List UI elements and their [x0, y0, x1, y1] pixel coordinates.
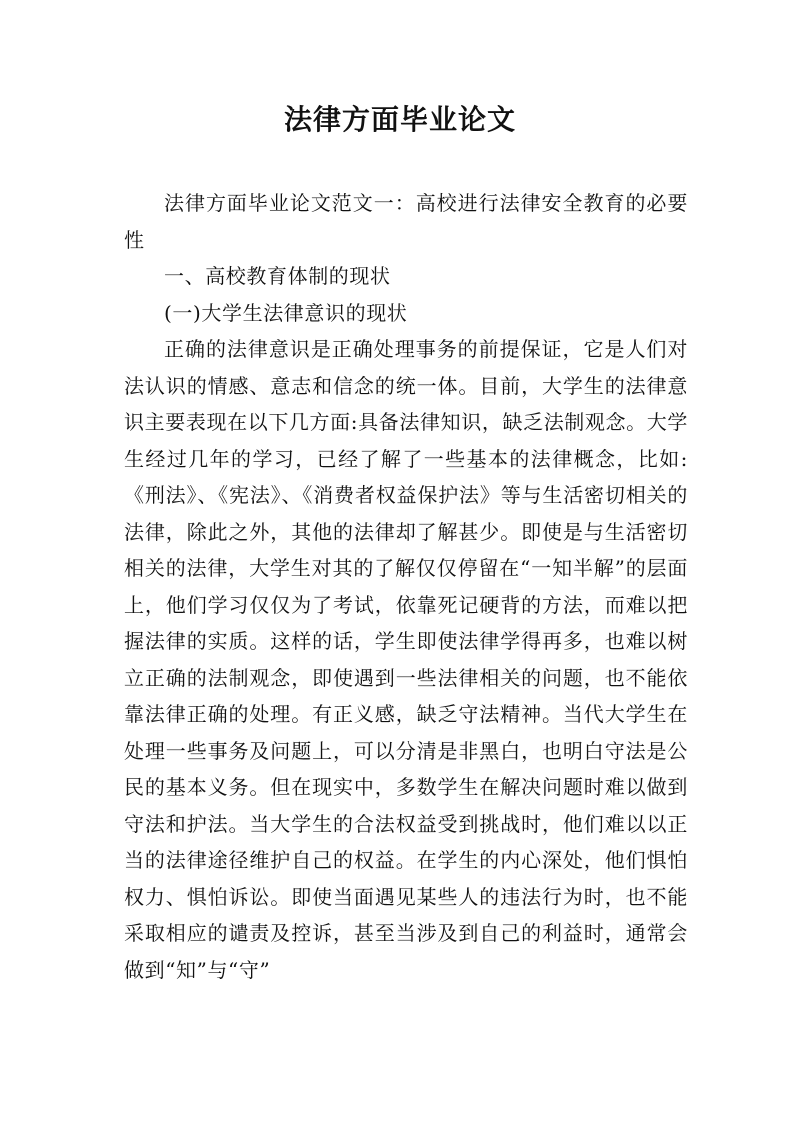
document-title: 法律方面毕业论文 [283, 103, 516, 136]
paragraph-section-heading: 一、高校教育体制的现状 [164, 264, 391, 288]
paragraph-subsection-heading: (一)大学生法律意识的现状 [164, 300, 408, 325]
document-body [124, 185, 688, 988]
paragraph-body: 正确的法律意识是正确处理事务的前提保证，它是人们对法认识的情感、意志和信念的统一体。目前，大学生的法律意识主要表现在以下几方面:具备法律知识，缺乏法制观念。大学生经过几年的学习，已经了解了一些基本的法律概念，比如:《刑法》、《宪法》、《消费者权益保护法》等与生活密切相关的法律，除此之外，其他的法律却了解甚少。即使是与生活密切相关的法律，大学生对其的了解仅仅停留在“一知半解”的层面上，他们学习仅仅为了考试，依靠死记硬背的方法，而难以把握法律的实质。这样的话，学生即使法律学得再多，也难以树立正确的法制观念，即使遇到一些法律相关的问题，也不能依靠法律正确的处理。有正义感，缺乏守法精神。当代大学生在处理一些事务及问题上，可以分清是非黑白，也明白守法是公民的基本义务。但在现实中，多数学生在解决问题时难以做到守法和护法。当大学生的合法权益受到挑战时，他们难以以正当的法律途径维护自己的权益。在学生的内心深处，他们惧怕权力、惧怕诉讼。即使当面遇见某些人的违法行为时，也不能采取相应的谴责及控诉，甚至当涉及到自己的利益时，通常会做到“知”与“守” [124, 337, 688, 982]
paragraph-heading-essay: 法律方面毕业论文范文一：高校进行法律安全教育的必要性 [124, 191, 688, 252]
